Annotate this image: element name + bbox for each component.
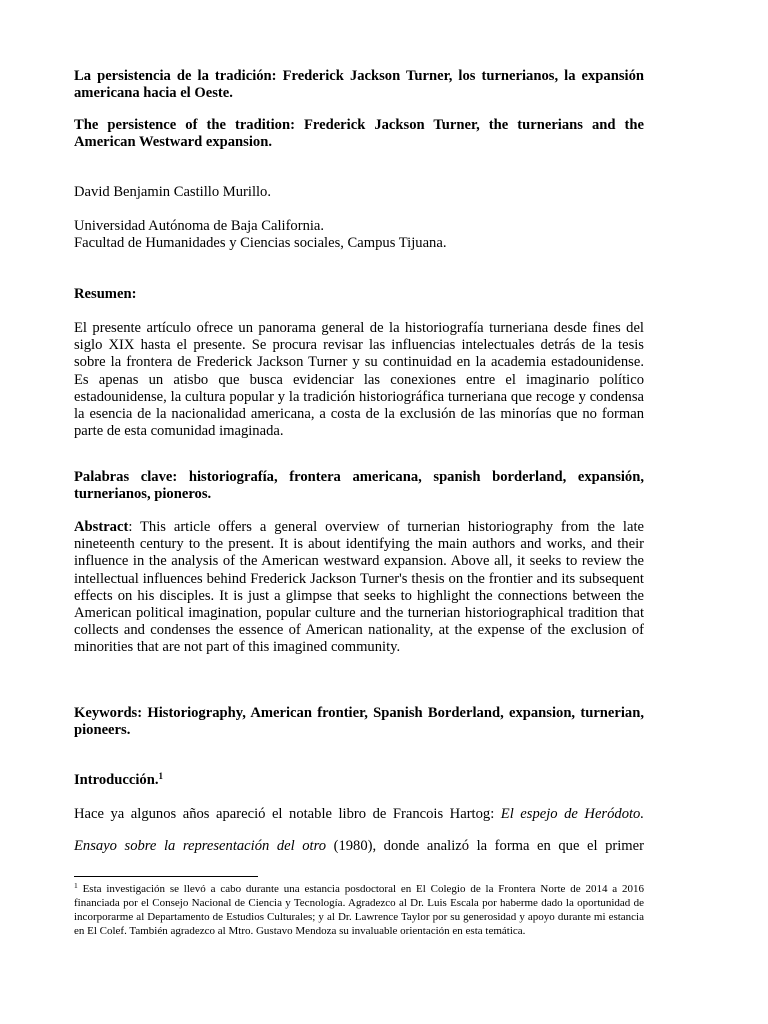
resumen-text: El presente artículo ofrece un panorama general de la historiografía turneriana desde fines del siglo XIX hasta el presente. Se procura revisar las influencias intelectuales detrás de la tesis sobre la frontera de Frederick Jackson Turner y su continuidad en la academia estadounidense. Es apenas un atisbo que busca evidenciar las conexiones entre el imaginario político estadounidense, la cultura popular y la tradición historiográfica turneriana que recoge y condensa la esencia de la nacionalidad americana, a costa de la exclusión de las minorías que no forman parte de esta comunidad imaginada. [74,320,644,440]
footnote-separator [74,876,258,877]
intro-text-1: Hace ya algunos años apareció el notable libro de Francois Hartog: [74,806,501,822]
abstract-text: : This article offers a general overview of turnerian historiography from the late nineteenth century to the present. It is about identifying the main authors and works, and their influence in the analysis of the American westward expansion. Above all, it seeks to review the intellectual influences behind Frederick Jackson Turner's thesis on the frontier and its subsequent effects on his disciples. It is just a glimpse that seeks to highlight the connections between the American political imagination, popular culture and the turnerian historiographical tradition that collects and condenses the essence of American nationality, at the expense of the exclusion of minorities that are not part of this imagined community. [74,519,644,656]
abstract-label: Abstract [74,519,129,535]
affiliation-university: Universidad Autónoma de Baja California. [74,218,325,234]
footnote-reference[interactable]: 1 [158,771,163,781]
footnote [74,882,644,938]
keywords: Keywords: Historiography, American frontier, Spanish Borderland, expansion, turnerian, pioneers. [74,705,644,739]
introduccion-heading-text: Introducción. [74,772,159,788]
affiliation [74,218,644,252]
intro-book-title-1: El espejo de Heródoto. [500,806,644,822]
footnote-number: 1 [74,881,78,890]
title-english: The persistence of the tradition: Frederick Jackson Turner, the turnerians and the American Westward expansion. [74,117,644,151]
footnote-text: Esta investigación se llevó a cabo durante una estancia posdoctoral en El Colegio de la Frontera Norte de 2014 a 2016 financiada por el Consejo Nacional de Ciencia y Tecnología. Agradezco al Dr. Luis Escala por haberme dado la oportunidad de incorporarme al Departamento de Estudios Culturales; y al Dr. Lawrence Taylor por su generosidad y apoyo durante mi estancia en El Colef. También agradezco al Mtro. Gustavo Mendoza su invaluable orientación en esta temática. [74,883,644,938]
title-spanish: La persistencia de la tradición: Frederick Jackson Turner, los turnerianos, la expansión americana hacia el Oeste. [74,68,644,102]
intro-text-2: (1980), donde analizó la forma en que el primer [326,838,644,854]
affiliation-faculty: Facultad de Humanidades y Ciencias sociales, Campus Tijuana. [74,235,447,252]
abstract-paragraph [74,519,644,657]
intro-paragraph-line-2 [74,838,644,855]
intro-paragraph-line-1 [74,806,644,823]
author-name: David Benjamin Castillo Murillo. [74,184,272,200]
intro-book-title-2: Ensayo sobre la representación del otro [74,838,327,854]
resumen-heading: Resumen: [74,286,137,302]
introduccion-heading [74,772,644,789]
palabras-clave: Palabras clave: historiografía, frontera americana, spanish borderland, expansión, turnerianos, pioneros. [74,469,644,503]
